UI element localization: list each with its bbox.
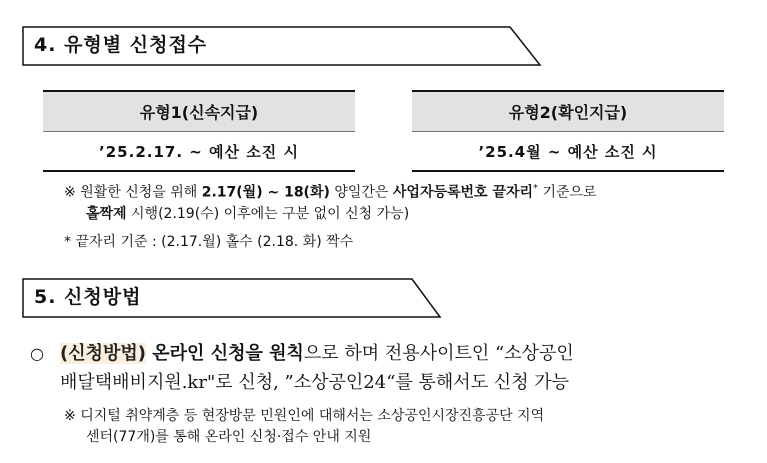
note-mark: ※ (64, 184, 76, 201)
note-tail-criteria: * 끝자리 기준 : (2.17.월) 홀수 (2.18. 화) 짝수 (64, 234, 354, 250)
note-odd-even (64, 178, 754, 225)
type2-box (412, 90, 724, 172)
odd-even-system: 홀짝제 (86, 205, 127, 222)
note-offline-support: ※ 디지털 취약계층 등 현장방문 민원인에 대해서는 소상공인시장진흥공단 지역 센터(77개)를 통해 온라인 신청·접수 안내 지원 (64, 408, 545, 445)
method-line1 (30, 340, 760, 368)
section-4-header (22, 25, 542, 65)
method-rest: 으로 하며 전용사이트인 “소상공인 (303, 343, 574, 364)
business-number-tail: 사업자등록번호 끝자리 (392, 184, 534, 201)
method-highlight: (신청방법) (60, 343, 147, 364)
method-line2: 배달택배비지원.kr"로 신청, ”소상공인24“를 통해서도 신청 가능 (60, 372, 570, 393)
date-range: 2.17(월) ~ 18(화) (201, 184, 330, 201)
note-mark: ※ (64, 408, 76, 424)
circle-bullet-icon: ○ (30, 344, 44, 363)
section-4-title: 4. 유형별 신청접수 (34, 34, 208, 56)
type1-date: ’25.2.17. ~ 예산 소진 시 (43, 132, 355, 172)
section-5-header (22, 277, 442, 317)
method-online-principle: 온라인 신청을 원칙 (146, 343, 304, 364)
note-odd-even-line2: 홀짝제 시행(2.19(수) 이후에는 구분 없이 신청 가능) (86, 205, 410, 222)
section-5-title: 5. 신청방법 (34, 286, 142, 308)
note-odd-even-line1: ※ 원활한 신청을 위해 2.17(월) ~ 18(화) 양일간은 사업자등록번호 끝자리* 기준으로 (64, 183, 597, 201)
type2-date: ’25.4월 ~ 예산 소진 시 (412, 132, 724, 172)
type1-box (43, 90, 355, 172)
type2-header: 유형2(확인지급) (412, 90, 724, 132)
type1-header: 유형1(신속지급) (43, 90, 355, 132)
